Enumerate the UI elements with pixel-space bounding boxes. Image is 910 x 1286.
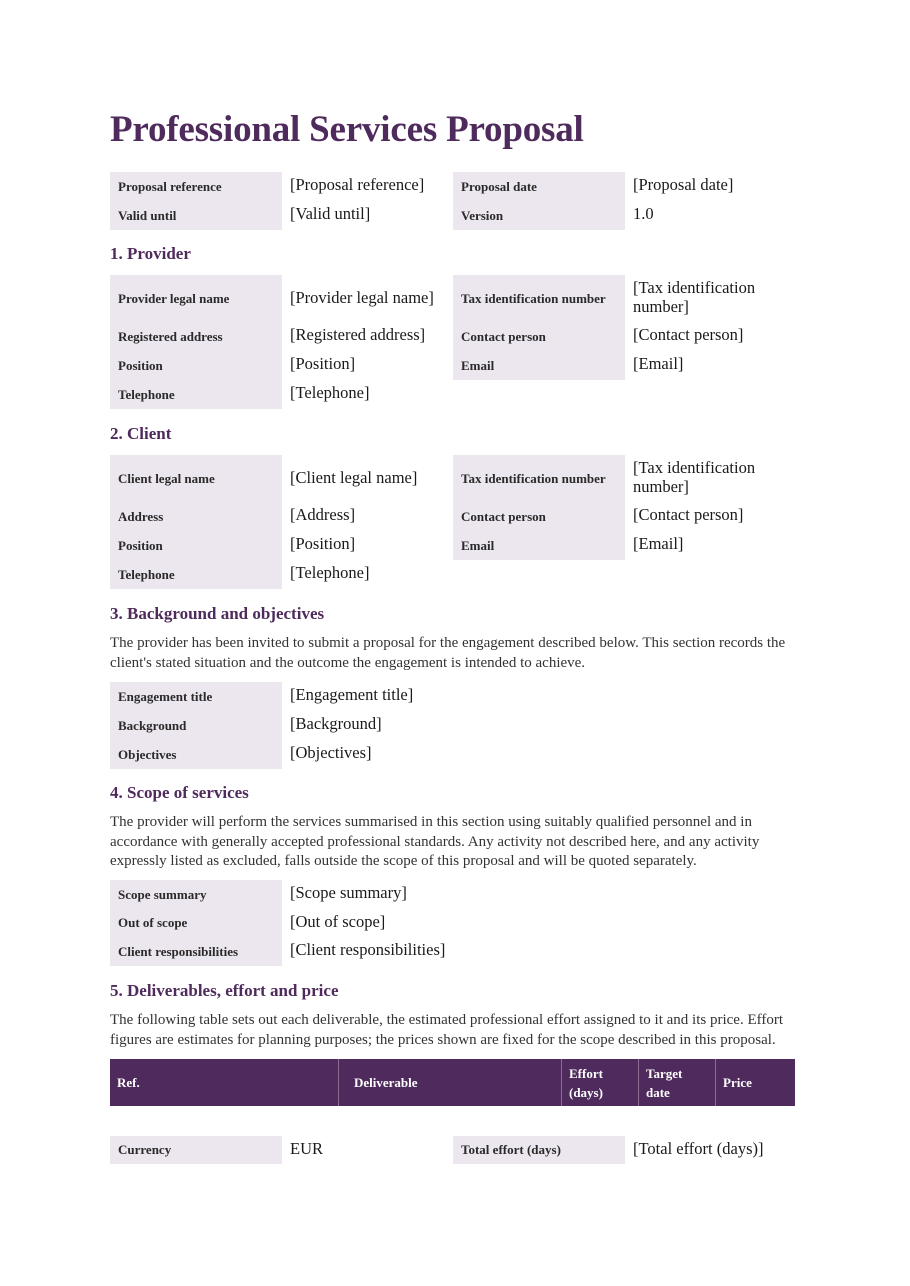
provider-tax-id-label: Tax identification number — [453, 275, 625, 322]
total-effort-value: [Total effort (days)] — [633, 1139, 764, 1158]
provider-email-label: Email — [453, 351, 625, 380]
client-email-value: [Email] — [633, 534, 684, 553]
client-legal-name-value: [Client legal name] — [290, 468, 418, 487]
provider-legal-name-value: [Provider legal name] — [290, 288, 434, 307]
client-tax-id-label: Tax identification number — [453, 455, 625, 502]
background-label: Background — [110, 711, 282, 740]
total-effort-label: Total effort (days) — [453, 1136, 625, 1164]
version-label: Version — [453, 201, 625, 230]
client-responsibilities-label: Client responsibilities — [110, 937, 282, 966]
background-intro: The provider has been invited to submit a proposal for the engagement described below. This section records the client's stated situation and the outcome the engagement is intended to achieve. — [110, 635, 786, 671]
objectives-label: Objectives — [110, 740, 282, 769]
client-telephone-label: Telephone — [110, 560, 282, 589]
scope-intro: The provider will perform the services summarised in this section using suitably qualified personnel and in accordance with generally accepted professional standards. Any activity not described here, and any activity expressly listed as excluded, falls outside the scope of this proposal and will be quoted separately. — [110, 814, 760, 869]
proposal-reference-value: [Proposal reference] — [290, 175, 425, 194]
section-heading-provider: 1. Provider — [110, 244, 191, 263]
section-heading-client: 2. Client — [110, 424, 172, 443]
background-value: [Background] — [290, 714, 382, 733]
column-header-price: Price — [716, 1059, 796, 1106]
client-position-label: Position — [110, 531, 282, 560]
objectives-value: [Objectives] — [290, 743, 372, 762]
currency-label: Currency — [110, 1136, 282, 1164]
provider-contact-label: Contact person — [453, 322, 625, 351]
scope-summary-value: [Scope summary] — [290, 883, 407, 902]
section-heading-deliverables: 5. Deliverables, effort and price — [110, 981, 339, 1000]
client-email-label: Email — [453, 531, 625, 560]
provider-legal-name-label: Provider legal name — [110, 275, 282, 322]
deliverables-table — [110, 1059, 795, 1106]
column-header-effort: Effort (days) — [562, 1059, 639, 1106]
provider-contact-value: [Contact person] — [633, 325, 744, 344]
provider-email-value: [Email] — [633, 354, 684, 373]
out-of-scope-label: Out of scope — [110, 909, 282, 938]
document-title: Professional Services Proposal — [110, 109, 584, 150]
deliverables-intro: The following table sets out each deliverable, the estimated professional effort assigned to it and its price. Effort figures are estimates for planning purposes; the prices shown are fixed for the scope described in this proposal. — [110, 1012, 783, 1048]
column-header-deliverable — [339, 1059, 562, 1106]
client-responsibilities-value: [Client responsibilities] — [290, 940, 446, 959]
provider-tax-id-value: [Tax identification number] — [633, 278, 756, 316]
engagement-title-value: [Engagement title] — [290, 685, 414, 704]
section-heading-background: 3. Background and objectives — [110, 604, 325, 623]
provider-position-label: Position — [110, 351, 282, 380]
client-address-label: Address — [110, 502, 282, 531]
engagement-title-label: Engagement title — [110, 682, 282, 711]
valid-until-label: Valid until — [110, 201, 282, 230]
section-heading-scope: 4. Scope of services — [110, 783, 249, 802]
scope-summary-label: Scope summary — [110, 880, 282, 909]
client-tax-id-value: [Tax identification number] — [633, 458, 756, 496]
valid-until-value: [Valid until] — [290, 204, 371, 223]
client-position-value: [Position] — [290, 534, 356, 553]
provider-address-label: Registered address — [110, 322, 282, 351]
version-value: 1.0 — [633, 204, 654, 223]
proposal-date-value: [Proposal date] — [633, 175, 734, 194]
client-contact-value: [Contact person] — [633, 505, 744, 524]
client-address-value: [Address] — [290, 505, 356, 524]
client-contact-label: Contact person — [453, 502, 625, 531]
out-of-scope-value: [Out of scope] — [290, 911, 386, 931]
proposal-reference-label: Proposal reference — [110, 172, 282, 201]
provider-telephone-label: Telephone — [110, 380, 282, 409]
client-legal-name-label: Client legal name — [110, 455, 282, 502]
proposal-date-label: Proposal date — [453, 172, 625, 201]
column-header-ref: Ref. — [110, 1059, 339, 1106]
currency-value: EUR — [290, 1139, 323, 1158]
column-header-deliverable-text: Deliverable — [354, 1075, 418, 1090]
table-header-row — [110, 1059, 795, 1106]
client-telephone-value: [Telephone] — [290, 563, 370, 582]
provider-position-value: [Position] — [290, 354, 356, 373]
column-header-target-date: Target date — [639, 1059, 716, 1106]
provider-telephone-value: [Telephone] — [290, 383, 370, 402]
provider-address-value: [Registered address] — [290, 325, 426, 344]
